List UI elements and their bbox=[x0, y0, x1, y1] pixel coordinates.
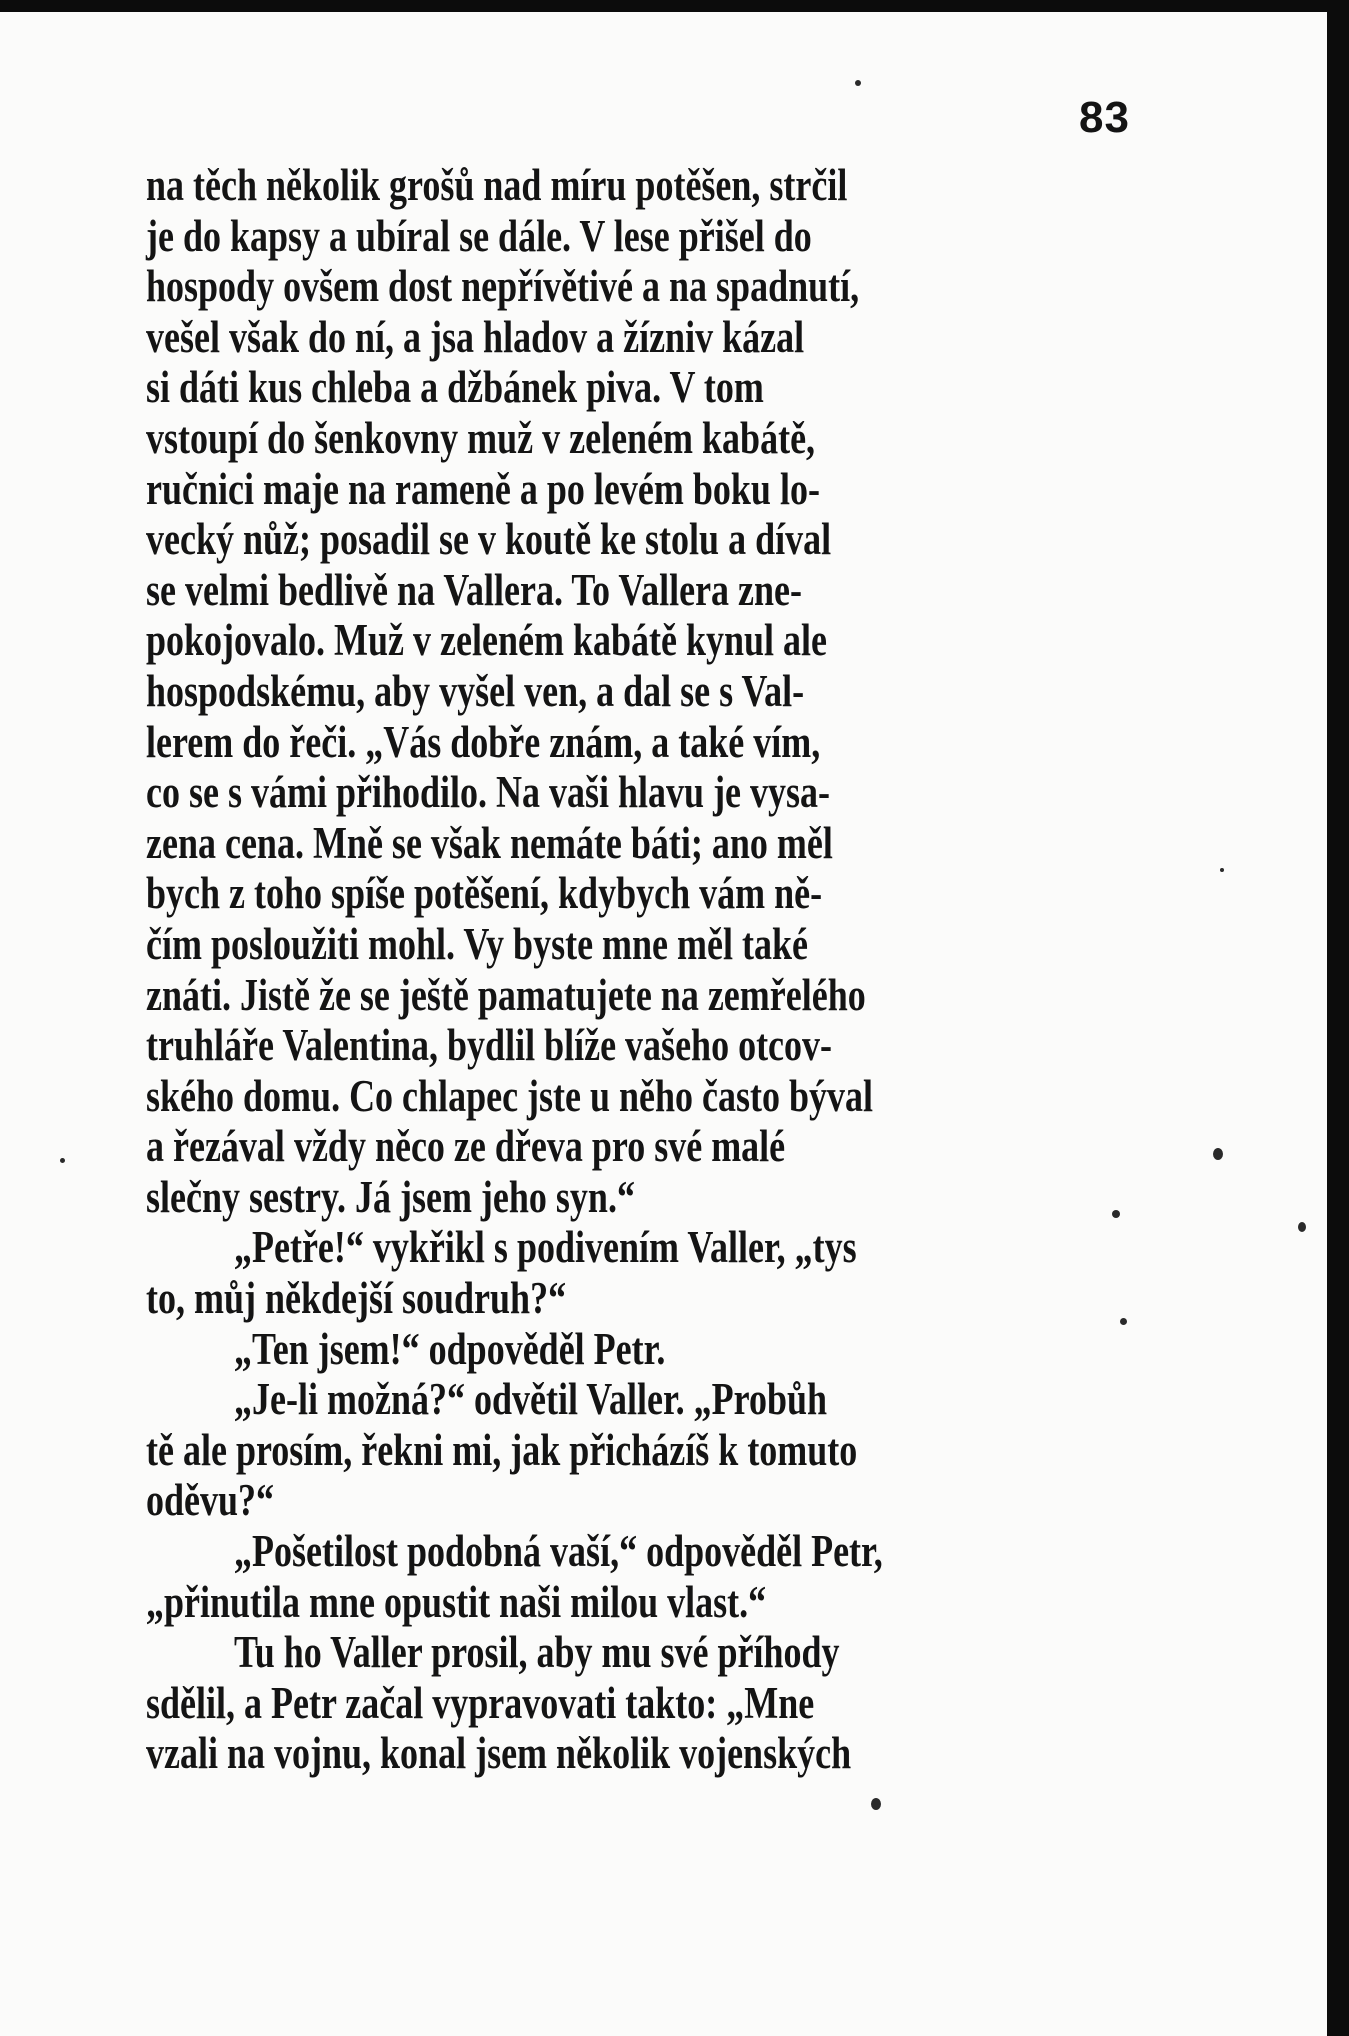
text-line: na těch několik grošů nad míru potěšen, strčil bbox=[146, 160, 848, 210]
body-text bbox=[146, 160, 1130, 1779]
text-line: vstoupí do šenkovny muž v zeleném kabátě, bbox=[146, 412, 816, 463]
text-line: tě ale prosím, řekni mi, jak přicházíš k tomuto bbox=[146, 1424, 858, 1475]
text-line: „Pošetilost podobná vaší,“ odpověděl Petr, bbox=[234, 1526, 883, 1577]
text-line: zena cena. Mně se však nemáte báti; ano měl bbox=[146, 817, 833, 868]
text-line: a řezával vždy něco ze dřeva pro své malé bbox=[146, 1121, 786, 1172]
text-line: znáti. Jistě že se ještě pamatujete na zemřelého bbox=[146, 969, 866, 1020]
text-line: vecký nůž; posadil se v koutě ke stolu a díval bbox=[146, 514, 832, 565]
scan-border-right bbox=[1327, 0, 1349, 2036]
scan-speck bbox=[1220, 868, 1224, 872]
text-line: si dáti kus chleba a džbánek piva. V tom bbox=[146, 362, 764, 413]
text-line: oděvu?“ bbox=[146, 1475, 275, 1526]
text-line: bych z toho spíše potěšení, kdybych vám ně- bbox=[146, 868, 823, 919]
text-line: Tu ho Valler prosil, aby mu své příhody bbox=[234, 1627, 840, 1678]
scan-speck bbox=[1213, 1148, 1223, 1160]
text-line: čím posloužiti mohl. Vy byste mne měl také bbox=[146, 918, 808, 969]
text-line: vešel však do ní, a jsa hladov a žízniv kázal bbox=[146, 311, 805, 362]
text-line: hospodskému, aby vyšel ven, a dal se s Val- bbox=[146, 665, 805, 716]
scan-speck bbox=[1120, 1318, 1127, 1325]
text-line: ručnici maje na rameně a po levém boku lo- bbox=[146, 463, 820, 514]
text-line: „Petře!“ vykřikl s podivením Valler, „tys bbox=[234, 1222, 857, 1273]
text-line: „přinutila mne opustit naši milou vlast.“ bbox=[146, 1576, 767, 1627]
scan-speck bbox=[871, 1798, 881, 1810]
page-number: 83 bbox=[1079, 93, 1130, 142]
text-line: co se s vámi přihodilo. Na vaši hlavu je vysa- bbox=[146, 767, 831, 818]
text-line: pokojovalo. Muž v zeleném kabátě kynul ale bbox=[146, 615, 827, 666]
text-line: hospody ovšem dost nepřívětivé a na spadnutí, bbox=[146, 261, 860, 312]
text-line: sdělil, a Petr začal vypravovati takto: „Mne bbox=[146, 1677, 815, 1728]
text-line: vzali na vojnu, konal jsem několik vojenských bbox=[146, 1728, 852, 1779]
text-line: „Ten jsem!“ odpověděl Petr. bbox=[234, 1323, 666, 1374]
scan-speck bbox=[1298, 1222, 1306, 1232]
text-line: ského domu. Co chlapec jste u něho často býval bbox=[146, 1070, 874, 1121]
text-line: lerem do řeči. „Vás dobře znám, a také vím, bbox=[146, 716, 821, 767]
text-line: je do kapsy a ubíral se dále. V lese přišel do bbox=[146, 210, 812, 261]
scan-speck bbox=[1112, 1210, 1120, 1218]
text-line: truhláře Valentina, bydlil blíže vašeho otcov- bbox=[146, 1020, 833, 1071]
scan-speck bbox=[855, 80, 861, 86]
text-line: slečny sestry. Já jsem jeho syn.“ bbox=[146, 1171, 635, 1222]
scan-speck bbox=[60, 1158, 65, 1163]
text-line: to, můj někdejší soudruh?“ bbox=[146, 1273, 567, 1324]
text-line: „Je-li možná?“ odvětil Valler. „Probůh bbox=[234, 1374, 828, 1425]
scan-border-top bbox=[0, 0, 1349, 12]
text-line: se velmi bedlivě na Vallera. To Vallera zne- bbox=[146, 564, 803, 615]
